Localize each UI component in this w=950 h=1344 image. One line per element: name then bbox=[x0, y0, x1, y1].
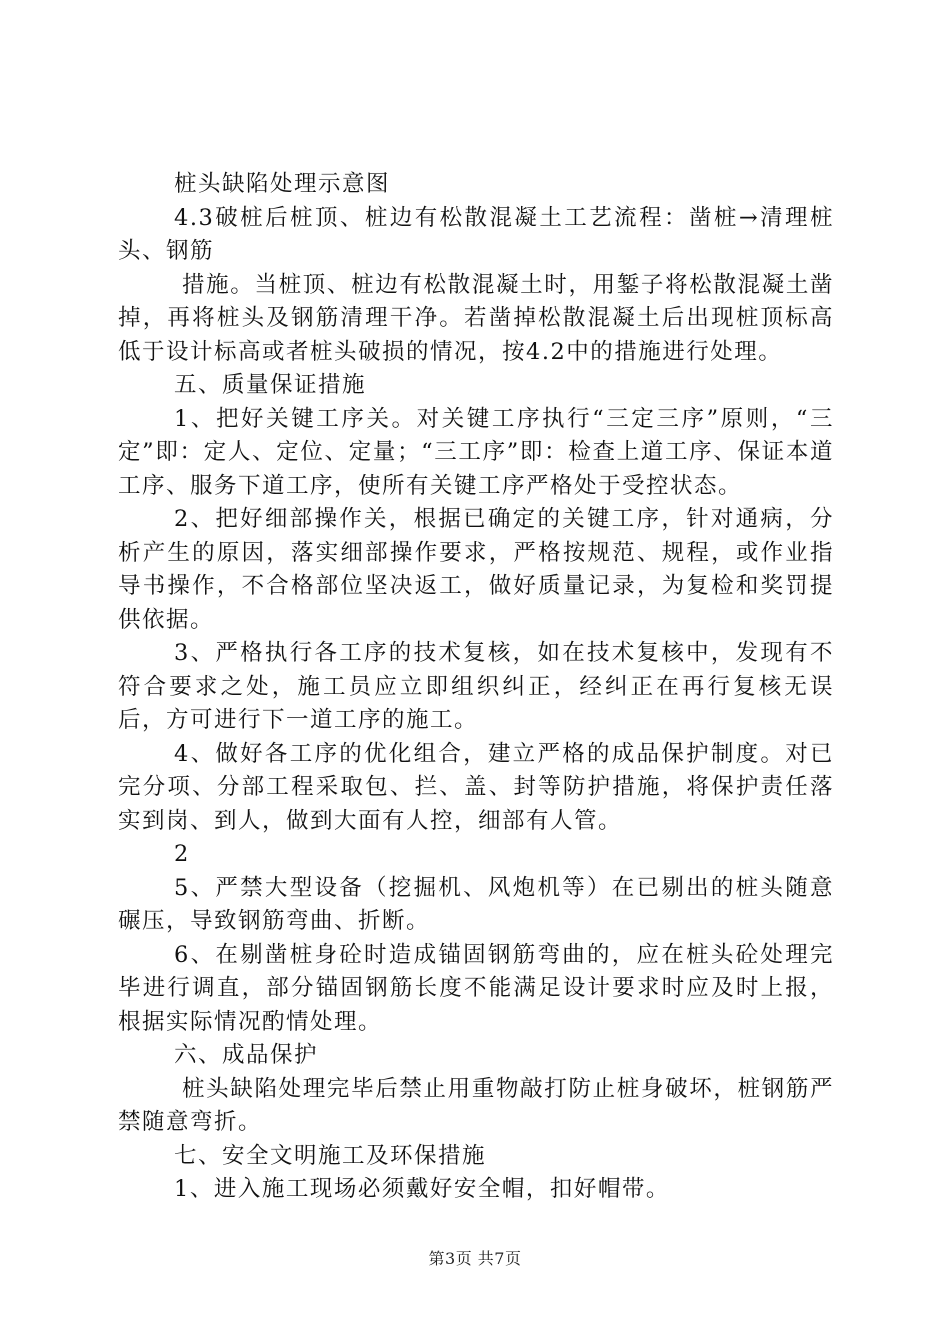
quality-item-6: 6、在剔凿桩身砼时造成锚固钢筋弯曲的，应在桩头砼处理完毕进行调直，部分锚固钢筋长度不能满足设计要求时应及时上报，根据实际情况酌情处理。 bbox=[118, 941, 834, 1035]
quality-item-4: 4、做好各工序的优化组合，建立严格的成品保护制度。对已完分项、分部工程采取包、拦、盖、封等防护措施，将保护责任落实到岗、到人，做到大面有人控，细部有人管。 bbox=[118, 740, 834, 834]
quality-item-5: 5、严禁大型设备（挖掘机、风炮机等）在已剔出的桩头随意碾压，导致钢筋弯曲、折断。 bbox=[118, 874, 834, 934]
safety-item-1: 1、进入施工现场必须戴好安全帽，扣好帽带。 bbox=[174, 1176, 670, 1202]
document-body bbox=[118, 168, 834, 1207]
quality-item-2: 2、把好细部操作关，根据已确定的关键工序，针对通病，分析产生的原因，落实细部操作要求，严格按规范、规程，或作业指导书操作，不合格部位坚决返工，做好质量记录，为复检和奖罚提供依据。 bbox=[118, 506, 834, 633]
section-heading-quality: 五、质量保证措施 bbox=[174, 372, 367, 398]
quality-item-1: 1、把好关键工序关。对关键工序执行“三定三序”原则，“三定”即：定人、定位、定量；“三工序”即：检查上道工序、保证本道工序、服务下道工序，使所有关键工序严格处于受控状态。 bbox=[118, 405, 834, 499]
section-heading-safety: 七、安全文明施工及环保措施 bbox=[174, 1142, 487, 1169]
inline-page-number: 2 bbox=[174, 841, 190, 867]
quality-item-3: 3、严格执行各工序的技术复核，如在技术复核中，发现有不符合要求之处，施工员应立即组织纠正，经纠正在再行复核无误后，方可进行下一道工序的施工。 bbox=[118, 640, 834, 733]
section-heading-protection: 六、成品保护 bbox=[174, 1042, 319, 1068]
measures-paragraph: 措施。当桩顶、桩边有松散混凝土时，用錾子将松散混凝土凿掉，再将桩头及钢筋清理干净。若凿掉松散混凝土后出现桩顶标高低于设计标高或者桩头破损的情况，按4.2中的措施进行处理。 bbox=[118, 271, 834, 365]
protection-paragraph: 桩头缺陷处理完毕后禁止用重物敲打防止桩身破坏，桩钢筋严禁随意弯折。 bbox=[118, 1075, 834, 1135]
process-flow-paragraph: 4.3破桩后桩顶、桩边有松散混凝土工艺流程：凿桩→清理桩头、钢筋 bbox=[118, 204, 834, 264]
page-footer: 第3页 共7页 bbox=[428, 1249, 522, 1268]
figure-caption: 桩头缺陷处理示意图 bbox=[174, 171, 391, 197]
